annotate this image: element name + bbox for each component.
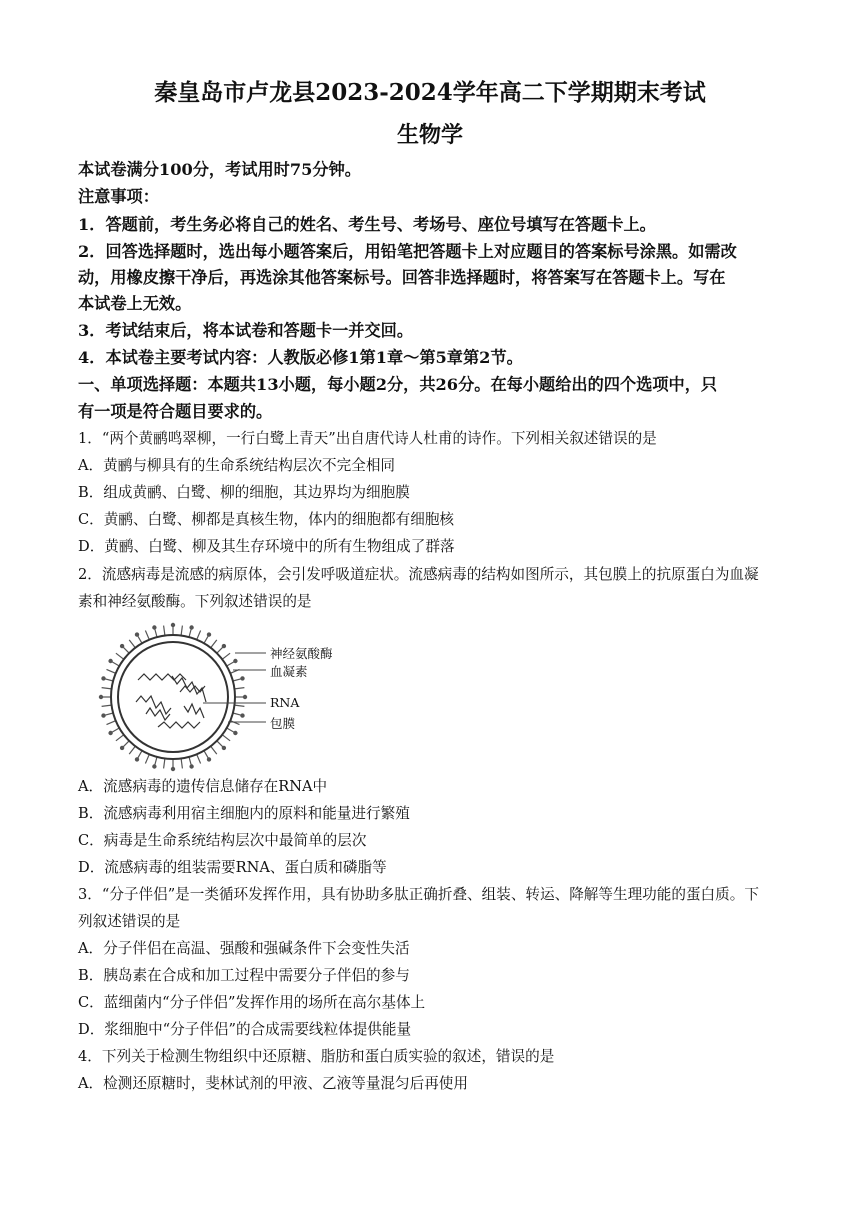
envelope-spike (222, 735, 230, 741)
q1-option-b: B．组成黄鹂、白鹭、柳的细胞，其边界均为细胞膜 (78, 484, 410, 501)
envelope-spike (181, 759, 182, 769)
envelope-spike (235, 688, 245, 689)
question-4: 4．下列关于检测生物组织中还原糖、脂肪和蛋白质实验的叙述，错误的是 (78, 1048, 555, 1065)
spike-tip (102, 677, 105, 680)
spike-tip (99, 695, 102, 698)
notice-heading: 注意事项： (78, 187, 159, 206)
spike-tip (135, 633, 138, 636)
q2-option-b: B．流感病毒利用宿主细胞内的原料和能量进行繁殖 (78, 805, 410, 822)
label-envelope: 包膜 (270, 716, 296, 731)
q1-option-d: D．黄鹂、白鹭、柳及其生存环境中的所有生物组成了群落 (78, 538, 455, 555)
spike-tip (121, 746, 124, 749)
spike-tip (102, 714, 105, 717)
envelope-spike (102, 705, 112, 706)
notice-item-4: 4．本试卷主要考试内容：人教版必修1第1章～第5章第2节。 (78, 348, 523, 367)
envelope-spike (129, 640, 135, 648)
notice-item-3: 3．考试结束后，将本试卷和答题卡一并交回。 (78, 321, 414, 340)
envelope-spike (230, 721, 239, 725)
q4-option-a: A．检测还原糖时，斐林试剂的甲液、乙液等量混匀后再使用 (78, 1075, 468, 1092)
notice-item-2-cont: 动，用橡皮擦干净后，再选涂其他答案标号。回答非选择题时，将答案写在答题卡上。写在 (78, 268, 726, 287)
section-heading: 一、单项选择题：本题共13小题，每小题2分，共26分。在每小题给出的四个选项中，只 (78, 375, 718, 394)
q3-option-d: D．浆细胞中“分子伴侣”的合成需要线粒体提供能量 (78, 1021, 412, 1038)
q2-option-d: D．流感病毒的组装需要RNA、蛋白质和磷脂等 (78, 859, 387, 876)
spike-tip (241, 677, 244, 680)
question-3: 3．“分子伴侣”是一类循环发挥作用，具有协助多肽正确折叠、组装、转运、降解等生理功能的蛋白质。下 (78, 886, 759, 903)
spike-tip (222, 645, 225, 648)
label-hemagglutinin: 血凝素 (270, 664, 308, 679)
label-rna: RNA (270, 695, 300, 710)
influenza-virus-diagram (88, 622, 358, 772)
spike-tip (222, 746, 225, 749)
envelope-spike (211, 746, 217, 754)
envelope-spike (129, 746, 135, 754)
spike-tip (234, 659, 237, 662)
envelope-spike (181, 626, 182, 636)
q2-option-a: A．流感病毒的遗传信息储存在RNA中 (78, 778, 328, 795)
envelope-spike (164, 626, 165, 636)
envelope-spike (197, 631, 201, 640)
notice-item-2-end: 本试卷上无效。 (78, 294, 192, 313)
notice-item-2: 2．回答选择题时，选出每小题答案后，用铅笔把答题卡上对应题目的答案标号涂黑。如需改 (78, 242, 737, 261)
envelope-spike (211, 640, 217, 648)
q1-option-c: C．黄鹂、白鹭、柳都是真核生物，体内的细胞都有细胞核 (78, 511, 455, 528)
exam-title: 秦皇岛市卢龙县2023-2024学年高二下学期期末考试 (154, 79, 706, 106)
spike-tip (207, 633, 210, 636)
question-2: 2．流感病毒是流感的病原体，会引发呼吸道症状。流感病毒的结构如图所示，其包膜上的抗原蛋白为血凝 (78, 566, 759, 583)
q3-option-c: C．蓝细菌内“分子伴侣”发挥作用的场所在高尔基体上 (78, 994, 426, 1011)
spike-tip (153, 626, 156, 629)
spike-tip (171, 767, 174, 770)
spike-tip (135, 758, 138, 761)
spike-tip (121, 645, 124, 648)
question-3-cont: 列叙述错误的是 (78, 913, 181, 930)
spike-tip (190, 765, 193, 768)
spike-tip (207, 758, 210, 761)
spike-tip (171, 623, 174, 626)
envelope-spike (145, 754, 149, 763)
q3-option-a: A．分子伴侣在高温、强酸和强碱条件下会变性失活 (78, 940, 410, 957)
q1-option-a: A．黄鹂与柳具有的生命系统结构层次不完全相同 (78, 457, 396, 474)
subject-title: 生物学 (396, 122, 463, 148)
envelope-spike (116, 653, 124, 659)
envelope-spike (197, 754, 201, 763)
q3-option-b: B．胰岛素在合成和加工过程中需要分子伴侣的参与 (78, 967, 410, 984)
envelope-spike (102, 688, 112, 689)
envelope-spike (107, 721, 116, 725)
notice-item-1: 1．答题前，考生务必将自己的姓名、考生号、考场号、座位号填写在答题卡上。 (78, 215, 656, 234)
question-2-cont: 素和神经氨酸酶。下列叙述错误的是 (78, 593, 312, 610)
envelope-spike (235, 705, 245, 706)
envelope-spike (107, 669, 116, 673)
score-note: 本试卷满分100分，考试用时75分钟。 (78, 160, 361, 179)
spike-tip (109, 731, 112, 734)
question-1: 1．“两个黄鹂鸣翠柳，一行白鹭上青天”出自唐代诗人杜甫的诗作。下列相关叙述错误的是 (78, 430, 657, 447)
spike-tip (234, 731, 237, 734)
envelope-spike (116, 735, 124, 741)
spike-tip (153, 765, 156, 768)
spike-tip (190, 626, 193, 629)
q2-option-c: C．病毒是生命系统结构层次中最简单的层次 (78, 832, 367, 849)
label-neuraminidase: 神经氨酸酶 (270, 646, 333, 661)
section-heading-cont: 有一项是符合题目要求的。 (78, 402, 273, 421)
spike-tip (109, 659, 112, 662)
envelope-spike (164, 759, 165, 769)
spike-tip (243, 695, 246, 698)
spike-tip (241, 714, 244, 717)
envelope-spike (222, 653, 230, 659)
envelope-spike (145, 631, 149, 640)
